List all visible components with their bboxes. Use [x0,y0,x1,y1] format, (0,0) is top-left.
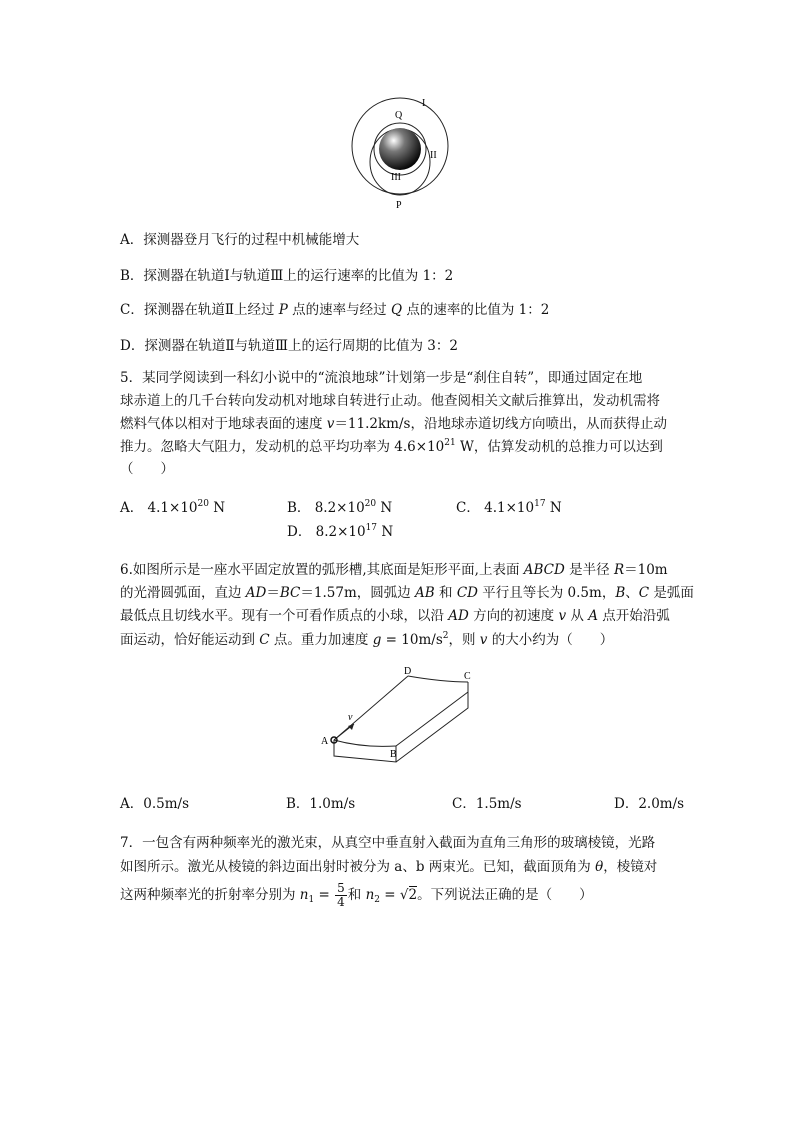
q6-option-a: A．0.5m/s [120,796,189,812]
trough-side-face [396,692,468,762]
label-c: C [464,671,471,682]
q4-option-d: D．探测器在轨道Ⅱ与轨道Ⅲ上的运行周期的比值为 3：2 [120,338,458,354]
q6-line-4: 面运动，恰好能运动到 C 点。重力加速度 $g = 10m/s^2$，则 v 的大小约为（ ） [120,631,614,648]
sqrt-sign: √ [399,887,409,903]
q6-line-2: 的光滑圆弧面，直边 AD＝BC＝1.57m，圆弧边 AB 和 CD 平行且等长为 0.5m，B、C 是弧面 [120,585,694,601]
trough-near-arc [334,740,396,746]
orbit-figure [345,92,455,210]
q4-option-c: C．探测器在轨道Ⅱ上经过 P 点的速率与经过 Q 点的速率的比值为 1：2 [120,302,550,318]
q4-option-b: B．探测器在轨道Ⅰ与轨道Ⅲ上的运行速率的比值为 1：2 [120,268,454,284]
q7-line-2: 如图所示。激光从棱镜的斜边面出射时被分为 a、b 两束光。已知，截面顶角为 θ，棱镜对 [120,859,658,875]
fraction-5-4: $\frac{5}{4}$ [337,881,345,909]
q5-option-d: D． $8.2\times 10^{17}$ N [287,523,394,540]
label-q: Q [395,110,403,121]
q5-option-a: A． $4.1\times 10^{20}$ N [120,499,226,516]
trough-bc-edge [396,692,468,746]
q6-option-d: D．2.0m/s [614,796,685,812]
label-ii: II [430,150,437,161]
label-d: D [404,666,412,677]
q5-option-c: C． $4.1\times 10^{17}$ N [456,499,562,516]
q5-line-4: 推力。忽略大气阻力，发动机的总平均功率为 $4.6\times 10^{21}$ W，估算发动机的总推力可以达到 [120,438,663,455]
q6-line-3: 最低点且切线水平。现有一个可看作质点的小球，以沿 AD 方向的初速度 v 从 A 点开始沿弧 [120,608,670,624]
label-iii: III [391,172,401,183]
label-a: A [321,736,329,747]
trough-far-edge [408,676,468,682]
q6-line-1: 6.如图所示是一座水平固定放置的弧形槽,其底面是矩形平面,上表面 ABCD 是半径 R＝10m [120,562,668,578]
label-p: P [396,200,402,210]
q5-option-b: B． $8.2\times 10^{20}$ N [287,499,393,516]
q7-line-1: 7．一包含有两种频率光的激光束，从真空中垂直射入截面为直角三角形的玻璃棱镜，光路 [120,835,656,851]
q4-option-a: A．探测器登月飞行的过程中机械能增大 [120,232,360,248]
label-i: I [422,98,426,109]
label-v: v [348,712,353,723]
q5-line-3: 燃料气体以相对于地球表面的速度 v＝11.2km/s，沿地球赤道切线方向喷出，从而获得止动 [120,416,667,432]
q5-line-1: 5．某同学阅读到一科幻小说中的“流浪地球”计划第一步是“刹住自转”，即通过固定在地 [120,370,643,386]
q7-line-3: 这两种频率光的折射率分别为 $n_1$ = $\frac{5}{4}$ 和 $n_2 = √2$。下列说法正确的是（ ） [120,881,593,909]
label-b: B [390,749,397,760]
trough-figure [318,664,488,774]
q6-option-c: C．1.5m/s [452,796,522,812]
q6-option-b: B．1.0m/s [286,796,356,812]
q5-line-5: （ ） [120,461,174,477]
trough-left-edge [334,676,408,740]
moon [379,128,421,170]
trough-front-face [334,740,396,762]
q5-line-2: 球赤道上的几千台转向发动机对地球自转进行止动。他查阅相关文献后推算出，发动机需将 [120,393,660,409]
